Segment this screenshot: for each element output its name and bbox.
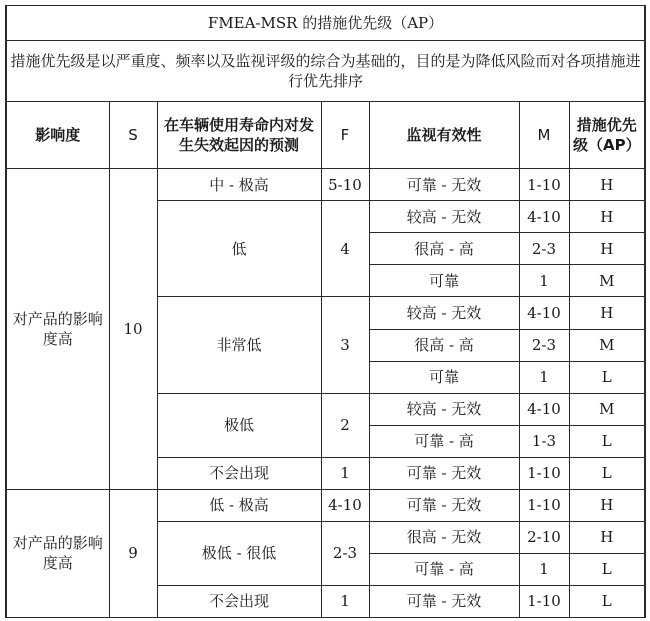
m-cell: 1 xyxy=(519,361,569,393)
f-cell: 2 xyxy=(321,393,369,457)
m-cell: 1-10 xyxy=(519,457,569,489)
monitoring-cell: 可靠 - 高 xyxy=(369,425,519,457)
ap-cell: H xyxy=(569,489,645,521)
ap-cell: H xyxy=(569,169,645,201)
monitoring-cell: 很高 - 高 xyxy=(369,329,519,361)
table-title-row xyxy=(6,6,645,41)
occurrence-cell: 极低 xyxy=(157,393,321,457)
ap-cell: L xyxy=(569,457,645,489)
monitoring-cell: 可靠 - 无效 xyxy=(369,457,519,489)
f-cell: 3 xyxy=(321,297,369,393)
m-cell: 1 xyxy=(519,265,569,297)
table-title: FMEA-MSR 的措施优先级（AP） xyxy=(6,6,645,41)
f-cell: 4 xyxy=(321,201,369,297)
table-description-row xyxy=(6,41,645,102)
table-description: 措施优先级是以严重度、频率以及监视评级的综合为基础的，目的是为降低风险而对各项措施进行优先排序 xyxy=(6,41,645,102)
monitoring-cell: 可靠 - 高 xyxy=(369,553,519,585)
ap-table xyxy=(5,5,646,618)
m-cell: 2-3 xyxy=(519,233,569,265)
monitoring-cell: 可靠 - 无效 xyxy=(369,585,519,617)
occurrence-cell: 低 - 极高 xyxy=(157,489,321,521)
occurrence-cell: 低 xyxy=(157,201,321,297)
ap-cell: L xyxy=(569,585,645,617)
ap-cell: H xyxy=(569,201,645,233)
monitoring-cell: 较高 - 无效 xyxy=(369,297,519,329)
occurrence-cell: 不会出现 xyxy=(157,585,321,617)
occurrence-cell: 非常低 xyxy=(157,297,321,393)
header-f: F xyxy=(321,102,369,169)
occurrence-cell: 中 - 极高 xyxy=(157,169,321,201)
monitoring-cell: 可靠 xyxy=(369,265,519,297)
ap-cell: L xyxy=(569,361,645,393)
effect-cell: 对产品的影响度高 xyxy=(6,169,109,489)
f-cell: 1 xyxy=(321,585,369,617)
header-ap: 措施优先级（AP） xyxy=(569,102,645,169)
m-cell: 2-3 xyxy=(519,329,569,361)
header-s: S xyxy=(109,102,157,169)
ap-cell: M xyxy=(569,329,645,361)
f-cell: 2-3 xyxy=(321,521,369,585)
m-cell: 4-10 xyxy=(519,297,569,329)
header-monitoring: 监视有效性 xyxy=(369,102,519,169)
m-cell: 2-10 xyxy=(519,521,569,553)
ap-cell: H xyxy=(569,521,645,553)
monitoring-cell: 很高 - 无效 xyxy=(369,521,519,553)
table-row xyxy=(6,489,645,521)
m-cell: 4-10 xyxy=(519,393,569,425)
m-cell: 4-10 xyxy=(519,201,569,233)
s-cell: 10 xyxy=(109,169,157,489)
f-cell: 1 xyxy=(321,457,369,489)
ap-cell: M xyxy=(569,265,645,297)
m-cell: 1 xyxy=(519,553,569,585)
f-cell: 5-10 xyxy=(321,169,369,201)
effect-cell: 对产品的影响度高 xyxy=(6,489,109,617)
monitoring-cell: 可靠 xyxy=(369,361,519,393)
ap-cell: H xyxy=(569,297,645,329)
occurrence-cell: 极低 - 很低 xyxy=(157,521,321,585)
s-cell: 9 xyxy=(109,489,157,617)
monitoring-cell: 可靠 - 无效 xyxy=(369,169,519,201)
m-cell: 1-10 xyxy=(519,585,569,617)
m-cell: 1-10 xyxy=(519,169,569,201)
ap-cell: L xyxy=(569,553,645,585)
m-cell: 1-3 xyxy=(519,425,569,457)
ap-cell: M xyxy=(569,393,645,425)
header-row xyxy=(6,102,645,169)
header-effect: 影响度 xyxy=(6,102,109,169)
m-cell: 1-10 xyxy=(519,489,569,521)
header-occurrence: 在车辆使用寿命内对发生失效起因的预测 xyxy=(157,102,321,169)
occurrence-cell: 不会出现 xyxy=(157,457,321,489)
ap-cell: L xyxy=(569,425,645,457)
ap-cell: H xyxy=(569,233,645,265)
monitoring-cell: 可靠 - 无效 xyxy=(369,489,519,521)
monitoring-cell: 较高 - 无效 xyxy=(369,393,519,425)
monitoring-cell: 很高 - 高 xyxy=(369,233,519,265)
monitoring-cell: 较高 - 无效 xyxy=(369,201,519,233)
table-row xyxy=(6,169,645,201)
header-m: M xyxy=(519,102,569,169)
f-cell: 4-10 xyxy=(321,489,369,521)
table-body xyxy=(6,169,645,618)
